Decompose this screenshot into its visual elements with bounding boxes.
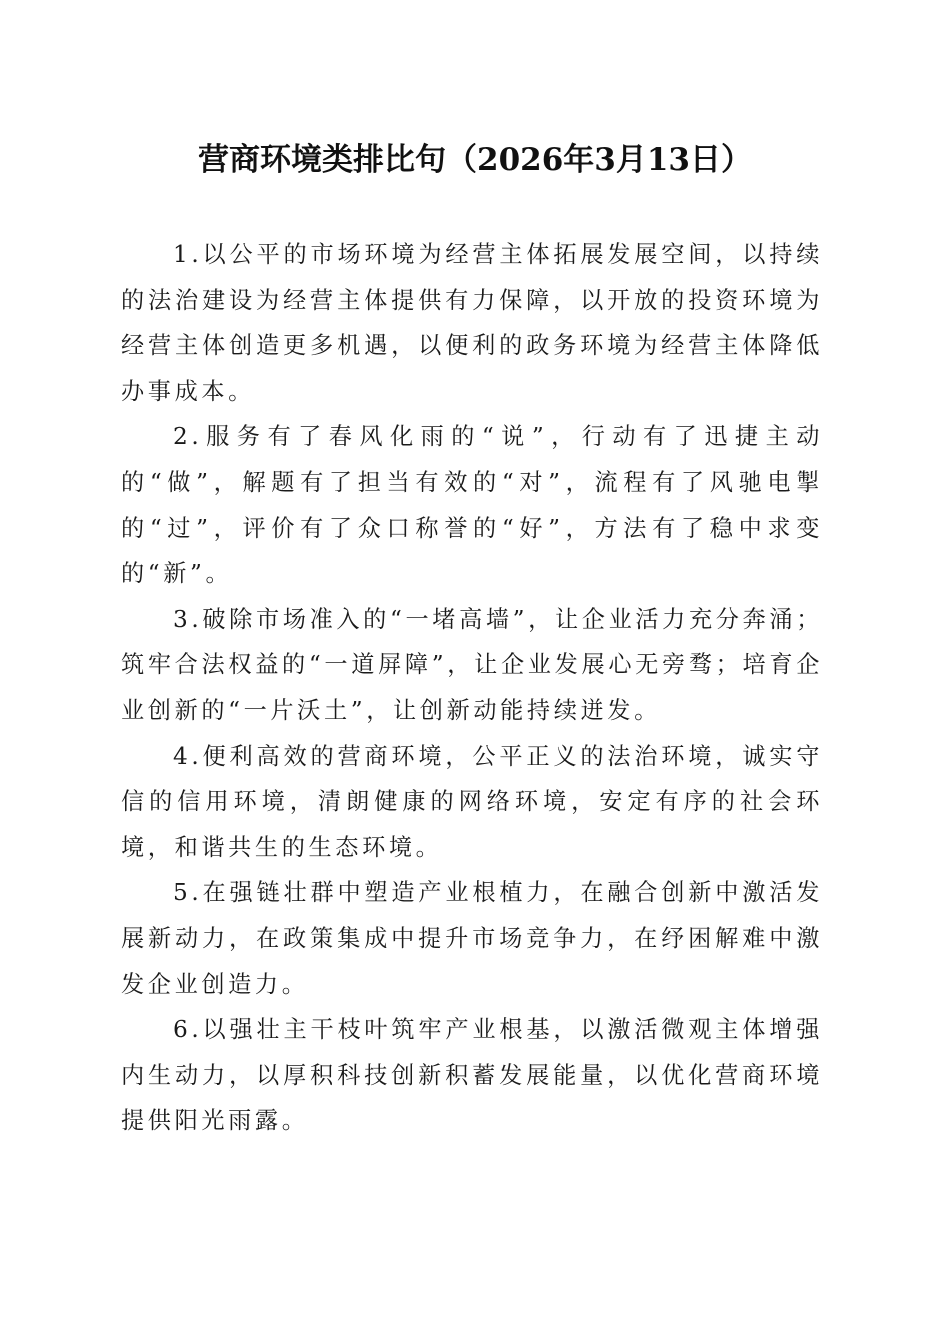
paragraph-6: 6.以强壮主干枝叶筑牢产业根基，以激活微观主体增强内生动力，以厚积科技创新积蓄发展能量，以优化营商环境提供阳光雨露。 [121, 1016, 823, 1135]
document-body [121, 232, 823, 1144]
page-title: 营商环境类排比句（2026年3月13日） [198, 142, 752, 178]
paragraph-2: 2.服务有了春风化雨的“说”，行动有了迅捷主动的“做”，解题有了担当有效的“对”，流程有了风驰电掣的“过”，评价有了众口称誉的“好”，方法有了稳中求变的“新”。 [121, 423, 823, 588]
paragraph-3: 3.破除市场准入的“一堵高墙”，让企业活力充分奔涌；筑牢合法权益的“一道屏障”，让企业发展心无旁骛；培育企业创新的“一片沃土”，让创新动能持续迸发。 [121, 605, 823, 724]
paragraph-4: 4.便利高效的营商环境，公平正义的法治环境，诚实守信的信用环境，清朗健康的网络环境，安定有序的社会环境，和谐共生的生态环境。 [121, 742, 823, 861]
paragraph-5: 5.在强链壮群中塑造产业根植力，在融合创新中激活发展新动力，在政策集成中提升市场竞争力，在纾困解难中激发企业创造力。 [121, 879, 823, 998]
paragraph-1: 1.以公平的市场环境为经营主体拓展发展空间，以持续的法治建设为经营主体提供有力保障，以开放的投资环境为经营主体创造更多机遇，以便利的政务环境为经营主体降低办事成本。 [121, 241, 823, 405]
